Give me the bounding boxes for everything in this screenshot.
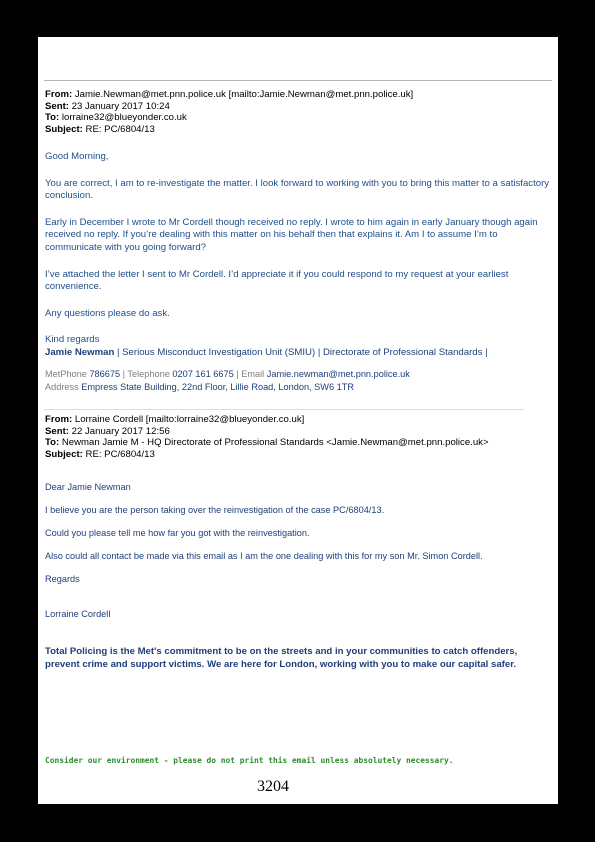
to-value: Newman Jamie M - HQ Directorate of Professional Standards <Jamie.Newman@met.pnn.police.uk> (59, 437, 489, 449)
email1-paragraph: You are correct, I am to re-investigate the matter. I look forward to working with you to bring this matter to a satisfactory conclusion. (45, 177, 550, 202)
email1-signoff: Kind regards (45, 334, 100, 346)
document-page (38, 37, 558, 804)
signature-name: Jamie Newman (45, 346, 115, 358)
subject-value: RE: PC/6804/13 (82, 449, 155, 461)
sent-label: Sent: (45, 100, 69, 112)
email1-contact-block (45, 368, 551, 394)
header-rule (44, 80, 552, 81)
signature-details: | Serious Misconduct Investigation Unit (SMIU) | Directorate of Professional Standards | (114, 346, 488, 358)
environment-notice: Consider our environment - please do not print this email unless absolutely necessary. (45, 756, 454, 765)
email1-header (45, 89, 551, 136)
email1-paragraph: Any questions please do ask. (45, 307, 170, 319)
telephone-label: | Telephone (120, 369, 173, 379)
subject-value: RE: PC/6804/13 (82, 124, 155, 136)
address-label: Address (45, 382, 82, 392)
page-number: 3204 (257, 778, 289, 795)
email-separator (44, 409, 524, 410)
metphone-value: 786675 (89, 369, 121, 379)
address-value: Empress State Building, 22nd Floor, Lillie Road, London, SW6 1TR (81, 382, 354, 392)
email2-paragraph: Could you please tell me how far you got with the reinvestigation. (45, 528, 310, 538)
email1-paragraph: Early in December I wrote to Mr Cordell though received no reply. I wrote to him again in early January though again received no reply. If you’re dealing with this matter on his behalf then that explains it. Am I to assume I’m to communicate with you going forward? (45, 216, 538, 253)
from-label: From: (45, 414, 73, 425)
email2-greeting: Dear Jamie Newman (45, 482, 131, 492)
email2-body (45, 481, 551, 631)
policing-statement: Total Policing is the Met's commitment to be on the streets and in your communities to catch offenders, prevent crime and support victims. We are here for London, working with you to make our capital safer. (45, 646, 518, 670)
from-value: Lorraine Cordell [mailto:lorraine32@blueyonder.co.uk] (72, 414, 305, 425)
email1-greeting: Good Morning, (45, 151, 109, 162)
telephone-value: 0207 161 6675 (172, 369, 234, 379)
metphone-label: MetPhone (45, 369, 90, 379)
to-label: To: (45, 112, 60, 124)
subject-label: Subject: (45, 449, 83, 461)
email1-paragraph: I’ve attached the letter I sent to Mr Cordell. I’d appreciate it if you could respond to my request at your earliest convenience. (45, 268, 509, 293)
email1-signature (45, 347, 551, 360)
sent-value: 22 January 2017 12:56 (68, 425, 170, 437)
to-value: lorraine32@blueyonder.co.uk (59, 112, 187, 124)
email2-signature-name: Lorraine Cordell (45, 609, 111, 619)
from-value: Jamie.Newman@met.pnn.police.uk [mailto:Jamie.Newman@met.pnn.police.uk] (72, 89, 414, 100)
email1-body (45, 151, 551, 360)
subject-label: Subject: (45, 124, 83, 136)
email-label: | Email (233, 369, 267, 379)
to-label: To: (45, 437, 60, 449)
email-link[interactable]: Jamie.newman@met.pnn.police.uk (266, 369, 410, 379)
email2-paragraph: I believe you are the person taking over the reinvestigation of the case PC/6804/13. (45, 505, 385, 515)
from-label: From: (45, 89, 73, 100)
email2-paragraph: Also could all contact be made via this email as I am the one dealing with this for my son Mr. Simon Cordell. (45, 551, 483, 561)
sent-value: 23 January 2017 10:24 (68, 100, 170, 112)
email2-signoff: Regards (45, 574, 80, 584)
email2-header (45, 414, 551, 461)
sent-label: Sent: (45, 425, 69, 437)
